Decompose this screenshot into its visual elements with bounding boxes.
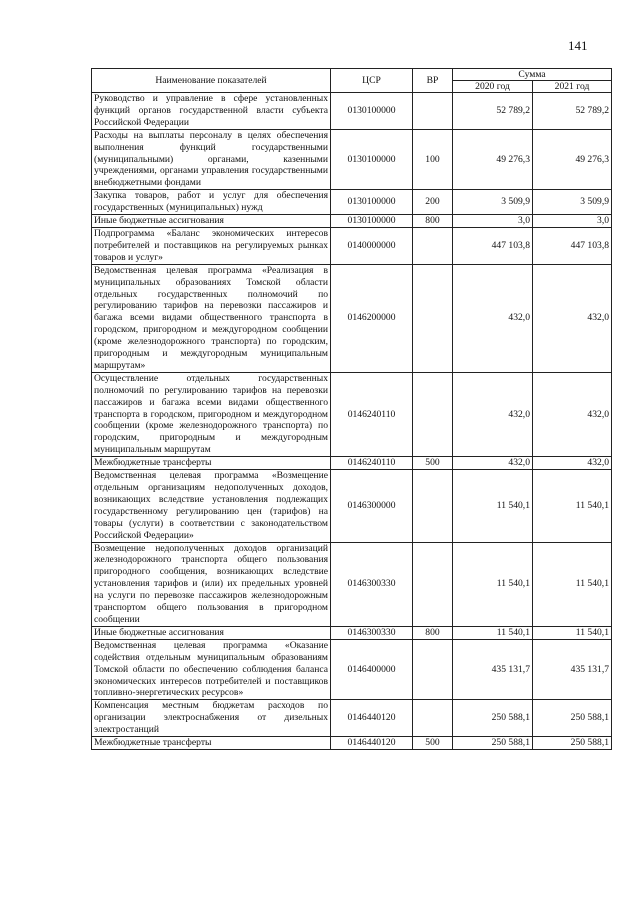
table-row (92, 227, 612, 264)
table-row (92, 93, 612, 130)
row-name: Возмещение недополученных доходов организаций железнодорожного транспорта общего пользования пригородного сообщения, возникающих вследствие установления тарифов и (или) их предельных уровней на услуги по перевозке пассажиров железнодорожным транспортом общего пользования в пригородном сообщении (92, 542, 331, 626)
row-amount-2020: 11 540,1 (453, 470, 533, 542)
row-csr: 0146200000 (331, 264, 413, 372)
row-vr (413, 639, 453, 700)
row-amount-2021: 250 588,1 (533, 737, 612, 750)
row-vr: 500 (413, 457, 453, 470)
row-amount-2021: 49 276,3 (533, 129, 612, 190)
row-amount-2020: 250 588,1 (453, 737, 533, 750)
row-name: Подпрограмма «Баланс экономических интересов потребителей и поставщиков на регулируемых рынках товаров и услуг» (92, 227, 331, 264)
row-amount-2020: 250 588,1 (453, 700, 533, 737)
row-name: Межбюджетные трансферты (92, 737, 331, 750)
table-row (92, 737, 612, 750)
row-vr: 800 (413, 626, 453, 639)
row-amount-2021: 52 789,2 (533, 93, 612, 130)
row-vr (413, 264, 453, 372)
row-amount-2020: 49 276,3 (453, 129, 533, 190)
row-name: Иные бюджетные ассигнования (92, 215, 331, 228)
row-csr: 0146300000 (331, 470, 413, 542)
row-name: Осуществление отдельных государственных полномочий по регулированию тарифов на перевозки пассажиров и багажа всеми видами общественного транспорта в городском, пригородном и междугородном сообщении (кроме железнодорожного транспорта) по городским, пригородным и междугородным муниципальным маршрутам (92, 372, 331, 456)
row-vr (413, 542, 453, 626)
row-vr (413, 372, 453, 456)
row-csr: 0146300330 (331, 626, 413, 639)
row-name: Ведомственная целевая программа «Реализация в муниципальных образованиях Томской области отдельных государственных полномочий по регулированию тарифов на перевозки пассажиров и багажа всеми видами общественного транспорта в городском, пригородном и междугородном сообщении (кроме железнодорожного транспорта) по городским, пригородным и междугородным муниципальным маршрутам» (92, 264, 331, 372)
row-vr: 500 (413, 737, 453, 750)
header-sum: Сумма (453, 69, 612, 81)
table-row (92, 626, 612, 639)
header-vr: ВР (413, 69, 453, 93)
row-vr (413, 93, 453, 130)
row-csr: 0130100000 (331, 93, 413, 130)
row-csr: 0146240110 (331, 372, 413, 456)
row-vr: 800 (413, 215, 453, 228)
row-amount-2021: 3,0 (533, 215, 612, 228)
row-csr: 0130100000 (331, 190, 413, 215)
row-csr: 0130100000 (331, 215, 413, 228)
row-amount-2020: 447 103,8 (453, 227, 533, 264)
row-vr: 100 (413, 129, 453, 190)
table-row (92, 372, 612, 456)
row-amount-2021: 432,0 (533, 457, 612, 470)
row-amount-2021: 435 131,7 (533, 639, 612, 700)
row-amount-2020: 432,0 (453, 372, 533, 456)
row-csr: 0146240110 (331, 457, 413, 470)
table-row (92, 264, 612, 372)
row-vr (413, 700, 453, 737)
row-name: Межбюджетные трансферты (92, 457, 331, 470)
row-amount-2021: 3 509,9 (533, 190, 612, 215)
table-row (92, 542, 612, 626)
row-amount-2021: 11 540,1 (533, 470, 612, 542)
table-row (92, 190, 612, 215)
table-row (92, 215, 612, 228)
header-csr: ЦСР (331, 69, 413, 93)
row-name: Компенсация местным бюджетам расходов по организации электроснабжения от дизельных электростанций (92, 700, 331, 737)
row-csr: 0140000000 (331, 227, 413, 264)
row-csr: 0146440120 (331, 737, 413, 750)
row-amount-2020: 435 131,7 (453, 639, 533, 700)
row-amount-2020: 11 540,1 (453, 542, 533, 626)
row-amount-2020: 432,0 (453, 264, 533, 372)
row-amount-2021: 447 103,8 (533, 227, 612, 264)
row-name: Ведомственная целевая программа «Возмещение отдельным организациям недополученных доходов, возникающих вследствие установления подлежащих государственному регулированию цен (тарифов) на товары (услуги) в соответствии с законодательством Российской Федерации» (92, 470, 331, 542)
row-amount-2021: 432,0 (533, 264, 612, 372)
row-amount-2021: 432,0 (533, 372, 612, 456)
table-row (92, 470, 612, 542)
row-amount-2021: 11 540,1 (533, 542, 612, 626)
row-amount-2020: 3 509,9 (453, 190, 533, 215)
row-csr: 0146400000 (331, 639, 413, 700)
row-name: Закупка товаров, работ и услуг для обеспечения государственных (муниципальных) нужд (92, 190, 331, 215)
row-amount-2020: 52 789,2 (453, 93, 533, 130)
row-amount-2020: 432,0 (453, 457, 533, 470)
row-vr (413, 470, 453, 542)
row-amount-2021: 250 588,1 (533, 700, 612, 737)
table-row (92, 639, 612, 700)
budget-table (91, 68, 612, 750)
row-name: Расходы на выплаты персоналу в целях обеспечения выполнения функций государственными (муниципальными) органами, казенными учреждениями, органами управления государственными внебюджетными фондами (92, 129, 331, 190)
page-number: 141 (568, 38, 588, 53)
row-vr (413, 227, 453, 264)
row-amount-2020: 11 540,1 (453, 626, 533, 639)
row-amount-2021: 11 540,1 (533, 626, 612, 639)
header-name: Наименование показателей (92, 69, 331, 93)
table-row (92, 129, 612, 190)
table-row (92, 457, 612, 470)
row-amount-2020: 3,0 (453, 215, 533, 228)
row-name: Руководство и управление в сфере установленных функций органов государственной власти субъекта Российской Федерации (92, 93, 331, 130)
row-name: Иные бюджетные ассигнования (92, 626, 331, 639)
header-year-2020: 2020 год (453, 81, 533, 93)
row-csr: 0146300330 (331, 542, 413, 626)
row-csr: 0130100000 (331, 129, 413, 190)
row-vr: 200 (413, 190, 453, 215)
row-csr: 0146440120 (331, 700, 413, 737)
table-row (92, 700, 612, 737)
header-year-2021: 2021 год (533, 81, 612, 93)
row-name: Ведомственная целевая программа «Оказание содействия отдельным муниципальным образованиям Томской области по обеспечению соблюдения баланса экономических интересов потребителей и поставщиков топливно-энергетических ресурсов» (92, 639, 331, 700)
